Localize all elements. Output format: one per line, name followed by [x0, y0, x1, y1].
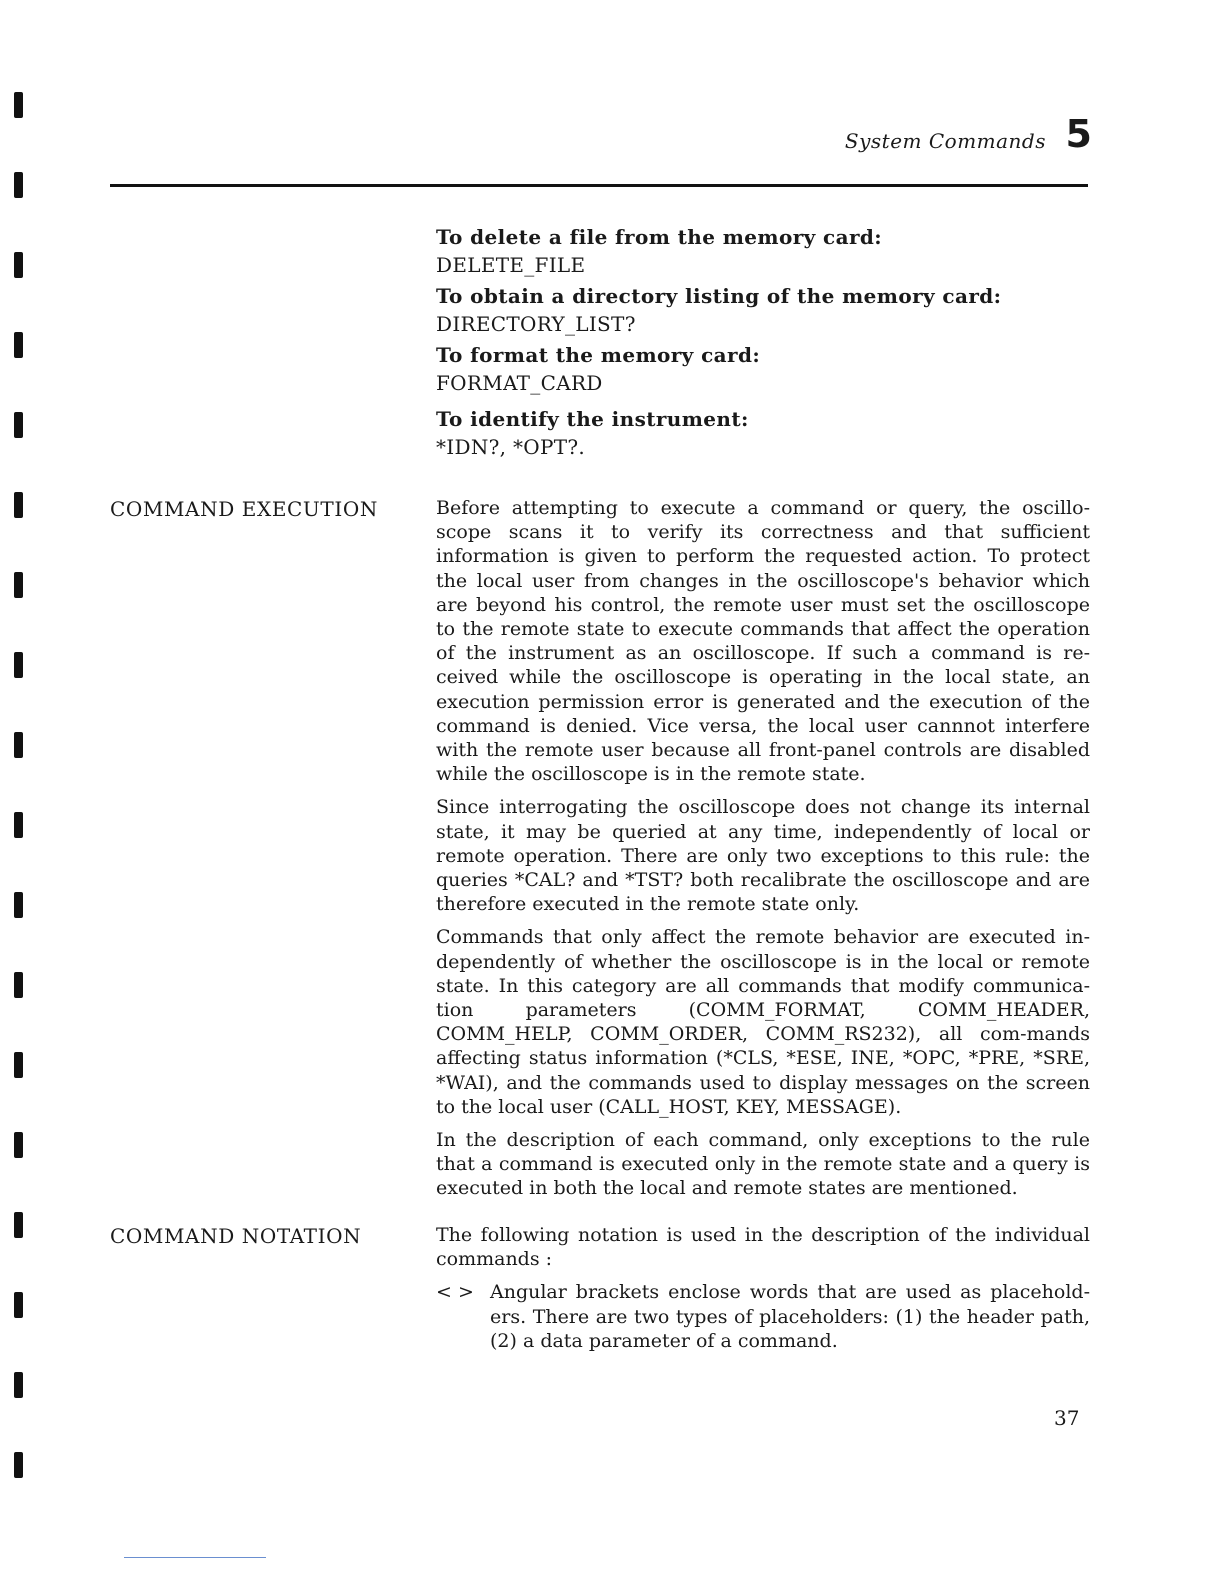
binder-mark — [14, 492, 23, 518]
binder-mark — [14, 1292, 23, 1318]
binder-mark — [14, 892, 23, 918]
binder-mark — [14, 332, 23, 358]
binder-mark — [14, 812, 23, 838]
header-rule — [110, 184, 1088, 187]
binder-mark — [14, 172, 23, 198]
binder-mark — [14, 572, 23, 598]
section-heading-command-notation: COMMAND NOTATION — [110, 1224, 362, 1248]
binder-mark — [14, 412, 23, 438]
paragraph: Before attempting to execute a command or query, the oscillo-scope scans it to verify its correctness and that sufficient information is given to perform the requested action. To protect the local user from changes in the oscilloscope's behavior which are beyond his control, the remote user must set the oscilloscope to the remote state to execute commands that affect the operation of the instrument as an oscilloscope. If such a command is re-ceived while the oscilloscope is operating in the local state, an execution permission error is generated and the execution of the command is denied. Vice versa, the local user cannnot interfere with the remote user because all front-panel controls are disabled while the oscilloscope is in the remote state. — [436, 497, 1090, 786]
task-label: To format the memory card: — [436, 343, 761, 367]
paragraph: Commands that only affect the remote behavior are executed in-dependently of whether the oscilloscope is in the local or remote state. In this category are all commands that modify communica-tion parameters (COMM_FORMAT, COMM_HEADER, COMM_HELP, COMM_ORDER, COMM_RS232), all com-mands affecting status information (*CLS, *ESE, INE, *OPC, *PRE, *SRE, *WAI), and the commands used to display messages on the screen to the local user (CALL_HOST, KEY, MESSAGE). — [436, 926, 1090, 1118]
task-command: DIRECTORY_LIST? — [436, 312, 636, 336]
chapter-number: 5 — [1065, 112, 1092, 156]
task-command: FORMAT_CARD — [436, 371, 603, 395]
running-header-title: System Commands — [844, 129, 1046, 153]
command-execution-body — [436, 496, 1090, 1210]
task-label: To identify the instrument: — [436, 407, 749, 431]
task-label: To delete a file from the memory card: — [436, 225, 883, 249]
command-notation-body — [436, 1223, 1090, 1353]
binder-mark — [14, 92, 23, 118]
binder-mark — [14, 972, 23, 998]
notation-symbol: < > — [436, 1281, 474, 1304]
binder-mark — [14, 652, 23, 678]
task-label: To obtain a directory listing of the memory card: — [436, 284, 1002, 308]
binder-mark — [14, 1372, 23, 1398]
binder-mark — [14, 732, 23, 758]
binder-mark — [14, 1052, 23, 1078]
paragraph: The following notation is used in the description of the individual commands : — [436, 1224, 1090, 1271]
task-command: DELETE_FILE — [436, 253, 586, 277]
section-heading-command-execution: COMMAND EXECUTION — [110, 497, 378, 521]
footer-rule — [124, 1557, 266, 1558]
binder-mark — [14, 1132, 23, 1158]
paragraph: In the description of each command, only exceptions to the rule that a command is executed only in the remote state and a query is executed in both the local and remote states are mentioned. — [436, 1129, 1090, 1200]
binder-mark — [14, 1452, 23, 1478]
page-number: 37 — [1054, 1406, 1080, 1430]
notation-item — [436, 1280, 1090, 1353]
command-task-list — [436, 223, 1090, 464]
binder-mark — [14, 252, 23, 278]
binder-mark — [14, 1212, 23, 1238]
notation-description: Angular brackets enclose words that are used as placehold-ers. There are two types of placeholders: (1) the header path, (2) a data parameter of a command. — [490, 1281, 1090, 1352]
paragraph: Since interrogating the oscilloscope does not change its internal state, it may be queried at any time, independently of local or remote operation. There are only two exceptions to this rule: the queries *CAL? and *TST? both recalibrate the oscilloscope and are therefore executed in the remote state only. — [436, 796, 1090, 916]
task-command: *IDN?, *OPT?. — [436, 435, 586, 459]
